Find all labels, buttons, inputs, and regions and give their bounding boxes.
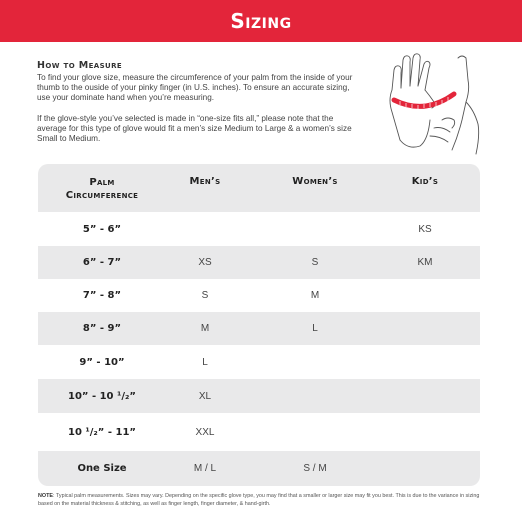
mens-cell: S — [201, 290, 209, 301]
table-row — [38, 279, 480, 312]
palm-cell: 5” - 6” — [82, 223, 122, 235]
palm-cell: 10” - 10 ¹/₂” — [68, 390, 136, 402]
mens-cell: M / L — [193, 463, 217, 474]
footnote — [38, 492, 488, 508]
table-row — [38, 345, 480, 379]
header-palm-line2: Circumference — [65, 190, 139, 201]
kids-cell: KS — [418, 223, 432, 235]
mens-cell: XS — [198, 257, 212, 268]
table-header-row — [38, 164, 480, 212]
note-text: : Typical palm measurements. Sizes may vary. Depending on the specific glove type, you may find that a smaller or larger size may fit you best. This is due to the variance in sizing based on the material thickness & stitching, as well as finger length, finger diameter, & hand-girth. — [38, 493, 480, 507]
mens-cell: XXL — [195, 426, 215, 438]
hand-measuring-tape-icon — [370, 50, 488, 160]
palm-cell: 7” - 8” — [82, 290, 122, 301]
table-row — [38, 379, 480, 413]
table-row — [38, 413, 480, 451]
womens-cell: S / M — [303, 463, 327, 474]
how-to-measure-heading: How to Measure — [37, 60, 123, 71]
mens-cell: M — [200, 323, 210, 334]
palm-cell: 9” - 10” — [79, 356, 125, 368]
womens-cell: S — [311, 257, 319, 268]
header-palm-circumference — [38, 176, 166, 202]
sizing-table — [38, 164, 480, 486]
how-to-measure-section — [37, 60, 359, 144]
womens-cell: L — [312, 323, 318, 334]
table-row — [38, 246, 480, 279]
womens-cell: M — [310, 290, 320, 301]
header-palm-line1: Palm — [89, 177, 115, 188]
table-row — [38, 312, 480, 345]
table-row — [38, 212, 480, 246]
mens-cell: L — [202, 356, 208, 368]
palm-cell: 6” - 7” — [82, 257, 122, 268]
mens-cell: XL — [198, 390, 212, 402]
page-title: Sizing — [230, 9, 292, 33]
kids-cell: KM — [417, 257, 433, 268]
palm-cell: 10 ¹/₂” - 11” — [68, 426, 136, 438]
palm-cell: One Size — [77, 463, 127, 474]
note-label: NOTE — [38, 493, 53, 499]
one-size-note: If the glove-style you’ve selected is made in “one-size fits all,” please note that the average for this type of glove would fit a men’s size Medium to Large & a women’s size Small to Medium. — [37, 113, 352, 144]
sizing-banner — [0, 0, 522, 42]
header-kids: Kid’s — [411, 176, 439, 187]
table-row — [38, 451, 480, 486]
header-mens: Men’s — [189, 176, 221, 187]
measure-instructions: To find your glove size, measure the circumference of your palm from the inside of your thumb to the ouside of your pinky finger (in U.S. inches). To ensure an accurate sizing, use your dominate hand when you’re measuring. — [37, 73, 353, 103]
header-womens: Women’s — [292, 176, 338, 187]
palm-cell: 8” - 9” — [82, 323, 122, 334]
